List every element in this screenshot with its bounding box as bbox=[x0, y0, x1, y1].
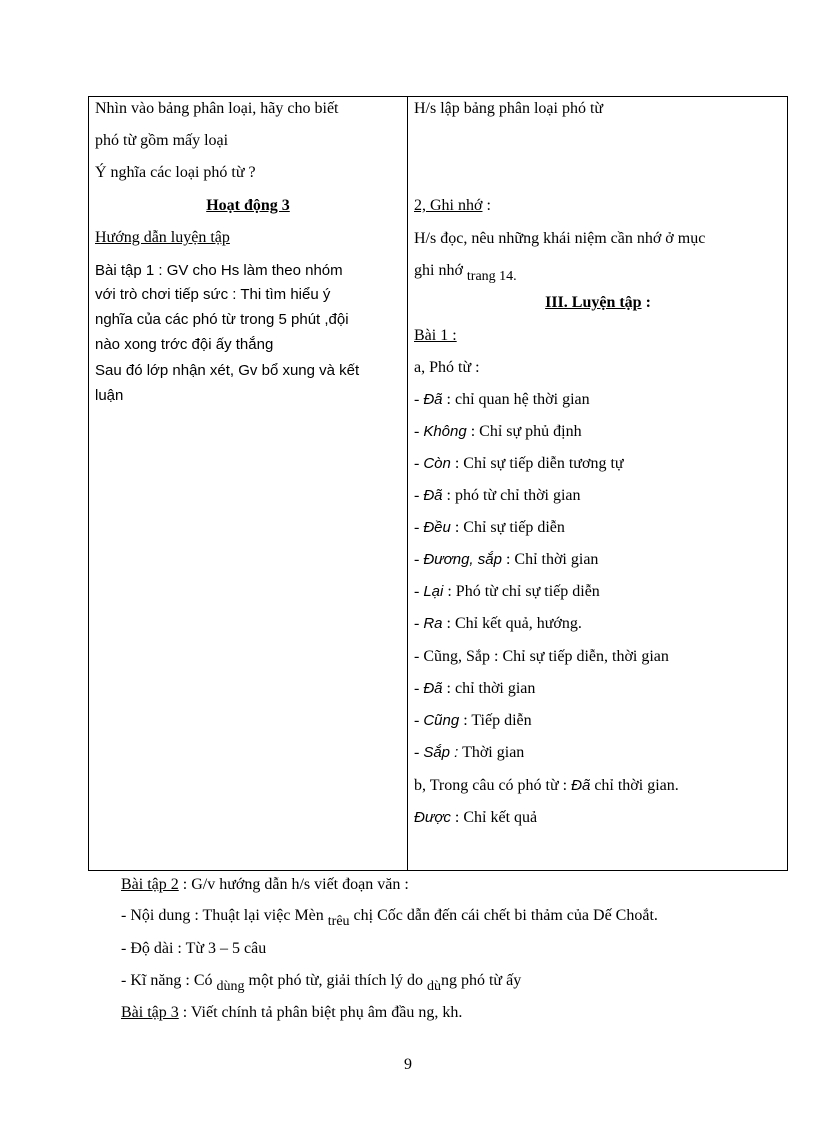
part-b-text: b, Trong câu có phó từ : bbox=[414, 777, 572, 794]
skill-text: - Kĩ năng : Có bbox=[121, 972, 217, 989]
part-b-meaning: chỉ thời gian. bbox=[590, 777, 679, 794]
memo-line-2-sub: trang 14. bbox=[466, 269, 517, 284]
adverb-meaning: : Chỉ thời gian bbox=[501, 551, 599, 568]
exercise2-text: : G/v hướng dẫn h/s viết đoạn văn : bbox=[178, 876, 409, 893]
skill-sub: dùng bbox=[216, 979, 245, 994]
memo-colon: : bbox=[482, 197, 491, 214]
adverb-meaning: : Tiếp diễn bbox=[459, 712, 532, 729]
adverb-term: Đã bbox=[423, 487, 443, 504]
adverb-prefix: - bbox=[414, 744, 424, 761]
adverb-meaning: Thời gian bbox=[458, 744, 525, 761]
exercise1-line: Sau đó lớp nhận xét, Gv bổ xung và kết bbox=[95, 362, 360, 379]
exercise1-line: nghĩa của các phó từ trong 5 phút ,đội bbox=[95, 311, 349, 328]
adverb-prefix: - bbox=[414, 712, 424, 729]
part-a-heading: a, Phó từ : bbox=[414, 359, 480, 376]
exercise3-heading bbox=[121, 1003, 462, 1023]
adverb-meaning: : Chỉ sự tiếp diễn bbox=[450, 519, 565, 536]
adverb-term: Đã bbox=[423, 680, 443, 697]
exercise3-title: Bài tập 3 bbox=[121, 1004, 179, 1021]
part-b-term: Đã bbox=[571, 777, 591, 794]
after-table-section bbox=[121, 0, 801, 1040]
adverb-term: Đều bbox=[423, 519, 451, 536]
memo-line-1: H/s đọc, nêu những khái niệm cần nhớ ở mục bbox=[414, 230, 706, 247]
practice-title: III. Luyện tập bbox=[545, 294, 642, 311]
exercise2-title: Bài tập 2 bbox=[121, 876, 179, 893]
adverb-prefix: - bbox=[414, 519, 424, 536]
adverb-prefix: - bbox=[414, 615, 424, 632]
last-adverb-term: Được bbox=[414, 809, 451, 826]
last-adverb-meaning: : Chỉ kết quả bbox=[450, 809, 538, 826]
adverb-prefix: - bbox=[414, 423, 424, 440]
content-text: - Nội dung : Thuật lại việc Mèn bbox=[121, 907, 328, 924]
page-number: 9 bbox=[404, 1056, 412, 1073]
exercise1-title: Bài 1 : bbox=[414, 327, 457, 344]
right-line-1: H/s lập bảng phân loại phó từ bbox=[414, 100, 604, 117]
skill-line bbox=[121, 971, 521, 992]
skill-sub: dù bbox=[426, 979, 441, 994]
adverb-term: Đã bbox=[423, 391, 443, 408]
adverb-prefix: - bbox=[414, 648, 424, 665]
exercise1-line: với trò chơi tiếp sức : Thi tìm hiểu ý bbox=[95, 286, 331, 303]
length-line: - Độ dài : Từ 3 – 5 câu bbox=[121, 940, 267, 957]
exercise3-text: : Viết chính tả phân biệt phụ âm đầu ng, kh. bbox=[178, 1004, 463, 1021]
adverb-prefix: - bbox=[414, 583, 424, 600]
adverb-meaning: : Chỉ kết quả, hướng. bbox=[442, 615, 582, 632]
adverb-meaning: : Chỉ sự tiếp diễn tương tự bbox=[450, 455, 624, 472]
content-text-end: chị Cốc dẫn đến cái chết bi thảm của Dế Choắt. bbox=[349, 907, 658, 924]
adverb-term: Đương, sắp bbox=[423, 551, 502, 568]
exercise1-line: nào xong trớc đội ấy thắng bbox=[95, 336, 274, 353]
adverb-prefix: - bbox=[414, 551, 424, 568]
adverb-meaning: : phó từ chỉ thời gian bbox=[442, 487, 581, 504]
adverb-term: Sắp : bbox=[423, 744, 459, 761]
left-line-2: phó từ gồm mấy loại bbox=[95, 132, 229, 149]
adverb-prefix: - bbox=[414, 487, 424, 504]
adverb-meaning: : Phó từ chỉ sự tiếp diễn bbox=[443, 583, 600, 600]
adverb-prefix: - bbox=[414, 391, 424, 408]
adverb-prefix: - bbox=[414, 455, 424, 472]
left-line-3: Ý nghĩa các loại phó từ ? bbox=[95, 164, 256, 181]
skill-text-mid: một phó từ, giải thích lý do bbox=[244, 972, 427, 989]
exercise2-heading bbox=[121, 875, 409, 895]
adverb-meaning: : Chỉ sự phủ định bbox=[466, 423, 582, 440]
left-line-1: Nhìn vào bảng phân loại, hãy cho biết bbox=[95, 100, 339, 117]
memo-line-2-main: ghi nhớ bbox=[414, 262, 467, 279]
exercise1-line: luận bbox=[95, 387, 124, 404]
adverb-term: Không bbox=[423, 423, 467, 440]
content-line bbox=[121, 906, 658, 927]
practice-colon: : bbox=[641, 294, 651, 311]
skill-text-end: ng phó từ ấy bbox=[440, 972, 522, 989]
exercise1-line: Bài tập 1 : GV cho Hs làm theo nhóm bbox=[95, 262, 343, 279]
adverb-meaning: : chỉ thời gian bbox=[442, 680, 536, 697]
adverb-term: Lại bbox=[423, 583, 444, 600]
adverb-meaning: Cũng, Sắp : Chỉ sự tiếp diễn, thời gian bbox=[423, 648, 669, 665]
adverb-term: Ra bbox=[423, 615, 443, 632]
adverb-term: Còn bbox=[423, 455, 451, 472]
adverb-meaning: : chỉ quan hệ thời gian bbox=[442, 391, 590, 408]
memo-title: 2, Ghi nhớ bbox=[414, 197, 483, 214]
content-sub: trêu bbox=[327, 914, 350, 929]
practice-guide-heading: Hướng dẫn luyện tập bbox=[95, 229, 230, 246]
adverb-term: Cũng bbox=[423, 712, 460, 729]
adverb-prefix: - bbox=[414, 680, 424, 697]
activity-title: Hoạt động 3 bbox=[206, 197, 290, 214]
